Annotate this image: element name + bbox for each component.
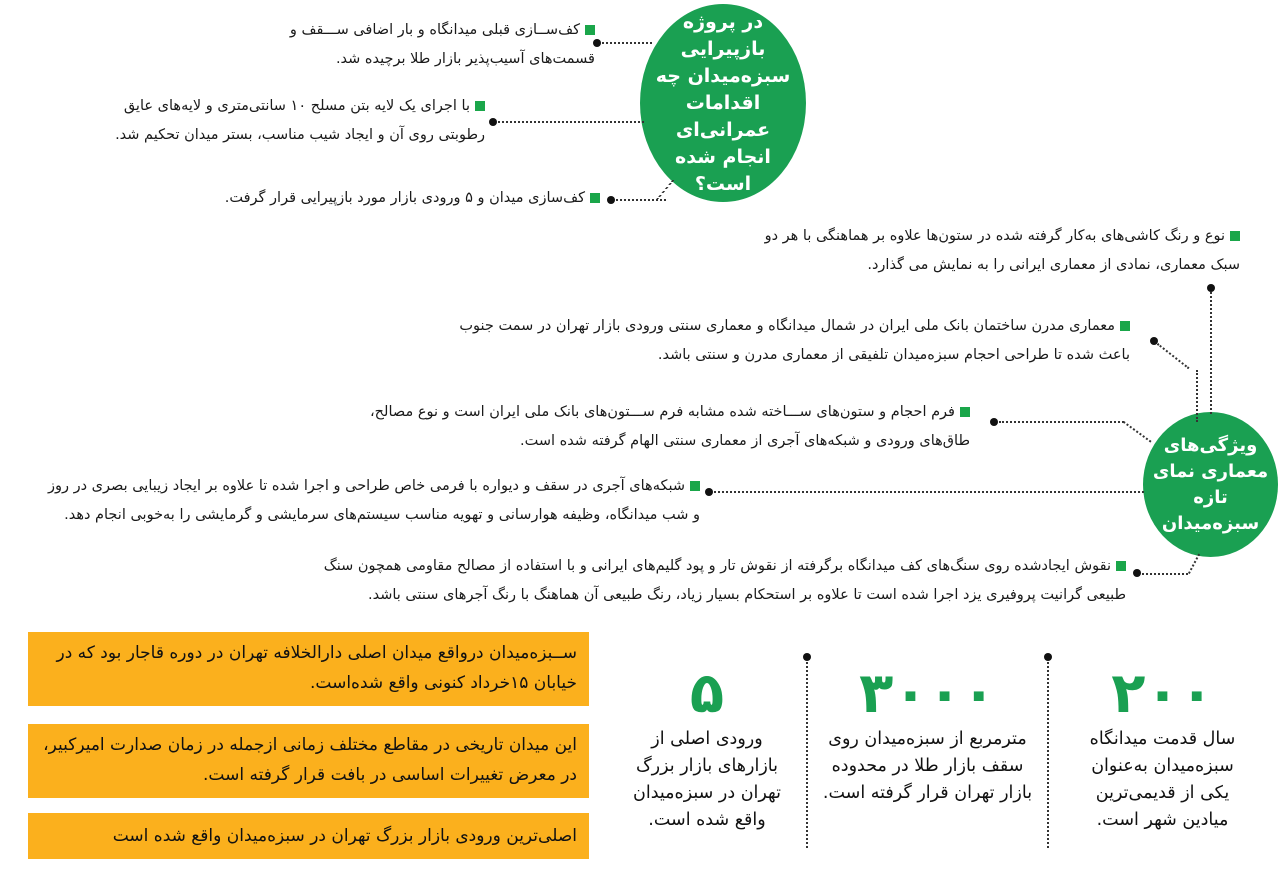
- section2-item-1: [700, 222, 1240, 280]
- green-square-bullet-icon: [960, 407, 970, 417]
- stat-number: ۳۰۰۰: [859, 661, 996, 726]
- green-square-bullet-icon: [1120, 321, 1130, 331]
- connector-line: [602, 42, 652, 44]
- stat-area: [815, 662, 1040, 807]
- item-line2: سبک معماری، نمادی از معماری ایرانی را به نمایش می گذارد.: [867, 257, 1240, 273]
- section1-item-1: [240, 16, 595, 74]
- item-line2: رطوبتی روی آن و ایجاد شیب مناسب، بستر میدان تحکیم شد.: [115, 127, 485, 143]
- section1-item-3: [180, 184, 600, 213]
- connector-dot: [990, 418, 998, 426]
- connector-diagonal: [1138, 343, 1189, 393]
- section2-item-5: [258, 552, 1126, 610]
- item-line2: قسمت‌های آسیب‌پذیر بازار طلا برچیده شد.: [335, 51, 595, 67]
- green-square-bullet-icon: [585, 25, 595, 35]
- divider-line: [806, 658, 808, 848]
- fact-box-3: [28, 813, 589, 859]
- item-line2: و شب میدانگاه، وظیفه هوارسانی و تهویه مناسب سیستم‌های سرمایشی و گرمایشی را به‌خوبی انجام دهد.: [64, 507, 700, 523]
- section1-title: در پروژه بازپیرایی سبزه‌میدان چه اقدامات عمرانی‌ای انجام شده است؟: [655, 10, 791, 195]
- section2-item-3: [310, 398, 970, 456]
- item-line1: نوع و رنگ کاشی‌های به‌کار گرفته شده در ستون‌ها علاوه بر هماهنگی با هر دو: [764, 228, 1225, 244]
- section1-title-circle: [640, 4, 806, 202]
- connector-dot: [489, 118, 497, 126]
- stat-number: ۵: [689, 661, 725, 726]
- connector-line: [1210, 292, 1212, 414]
- stat-description: مترمربع از سبزه‌میدان روی سقف بازار طلا در محدوده بازار تهران قرار گرفته است.: [822, 729, 1033, 803]
- divider-line: [1047, 658, 1049, 848]
- connector-dot: [1133, 569, 1141, 577]
- stat-number: ۲۰۰: [1111, 661, 1214, 726]
- fact-text: ســبزه‌میدان درواقع میدان اصلی دارالخلافه تهران در دوره قاجار بود که در خیابان ۱۵خرداد کنونی واقع شده‌است.: [56, 643, 577, 693]
- stat-entrances: [612, 662, 802, 834]
- stat-age: [1055, 662, 1270, 834]
- connector-line: [1142, 573, 1188, 575]
- item-line1: با اجرای یک لایه بتن مسلح ۱۰ سانتی‌متری و لایه‌های عایق: [123, 98, 470, 114]
- item-line1: نقوش ایجادشده روی سنگ‌های کف میدانگاه برگرفته از نقوش تار و پود گلیم‌های ایرانی و با استفاده از مصالح مقاومی همچون سنگ: [323, 558, 1111, 574]
- fact-text: این میدان تاریخی در مقاطع مختلف زمانی ازجمله در زمان صدارت امیرکبیر، در معرض تغییرات اساسی در بافت قرار گرفته است.: [43, 735, 577, 785]
- stat-description: سال قدمت میدانگاه سبزه‌میدان به‌عنوان یکی از قدیمی‌ترین میادین شهر است.: [1089, 729, 1236, 830]
- fact-text: اصلی‌ترین ورودی بازار بزرگ تهران در سبزه‌میدان واقع شده است: [112, 826, 577, 846]
- divider-dot: [803, 653, 811, 661]
- item-line1: کف‌سازی میدان و ۵ ورودی بازار مورد بازپیرایی قرار گرفت.: [224, 190, 585, 206]
- item-line1: معماری مدرن ساختمان بانک ملی ایران در شمال میدانگاه و معماری سنتی ورودی بازار تهران در سمت جنوب: [459, 318, 1115, 334]
- connector-line: [999, 421, 1124, 423]
- section2-item-2: [459, 312, 1130, 370]
- divider-dot: [1044, 653, 1052, 661]
- section2-title: ویژگی‌های معماری نمای تازه سبزه‌میدان: [1152, 434, 1269, 534]
- item-line1: فرم احجام و ستون‌های ســـاخته شده مشابه فرم ســـتون‌های بانک ملی ایران است و نوع مصالح،: [370, 404, 955, 420]
- connector-dot: [607, 196, 615, 204]
- section1-item-2: [115, 92, 485, 150]
- connector-line: [714, 491, 1144, 493]
- green-square-bullet-icon: [590, 193, 600, 203]
- connector-dot: [593, 39, 601, 47]
- item-line1: کف‌ســازی قبلی میدانگاه و بار اضافی ســـقف و: [289, 22, 580, 38]
- item-line2: طاق‌های ورودی و شبکه‌های آجری از معماری سنتی الهام گرفته شده است.: [519, 433, 970, 449]
- stat-description: ورودی اصلی از بازارهای بازار بزرگ تهران در سبزه‌میدان واقع شده است.: [633, 729, 781, 830]
- section2-title-circle: [1143, 412, 1278, 557]
- connector-line: [498, 121, 644, 123]
- green-square-bullet-icon: [475, 101, 485, 111]
- connector-diagonal: [1188, 554, 1200, 574]
- green-square-bullet-icon: [1116, 561, 1126, 571]
- item-line2: باعث شده تا طراحی احجام سبزه‌میدان تلفیقی از معماری مدرن و سنتی باشد.: [657, 347, 1130, 363]
- connector-line: [1196, 370, 1198, 422]
- connector-dot: [705, 488, 713, 496]
- item-line2: طبیعی گرانیت پروفیری یزد اجرا شده است تا علاوه بر استحکام بسیار زیاد، رنگ طبیعی آن هماهنگ با رنگ آجرهای سنتی باشد.: [368, 587, 1126, 603]
- connector-dot: [1207, 284, 1215, 292]
- green-square-bullet-icon: [690, 481, 700, 491]
- fact-box-2: [28, 724, 589, 798]
- fact-box-1: [28, 632, 589, 706]
- green-square-bullet-icon: [1230, 231, 1240, 241]
- section2-item-4: [4, 472, 700, 530]
- item-line1: شبکه‌های آجری در سقف و دیواره با فرمی خاص طراحی و اجرا شده تا علاوه بر ایجاد زیبایی بصری در روز: [47, 478, 685, 494]
